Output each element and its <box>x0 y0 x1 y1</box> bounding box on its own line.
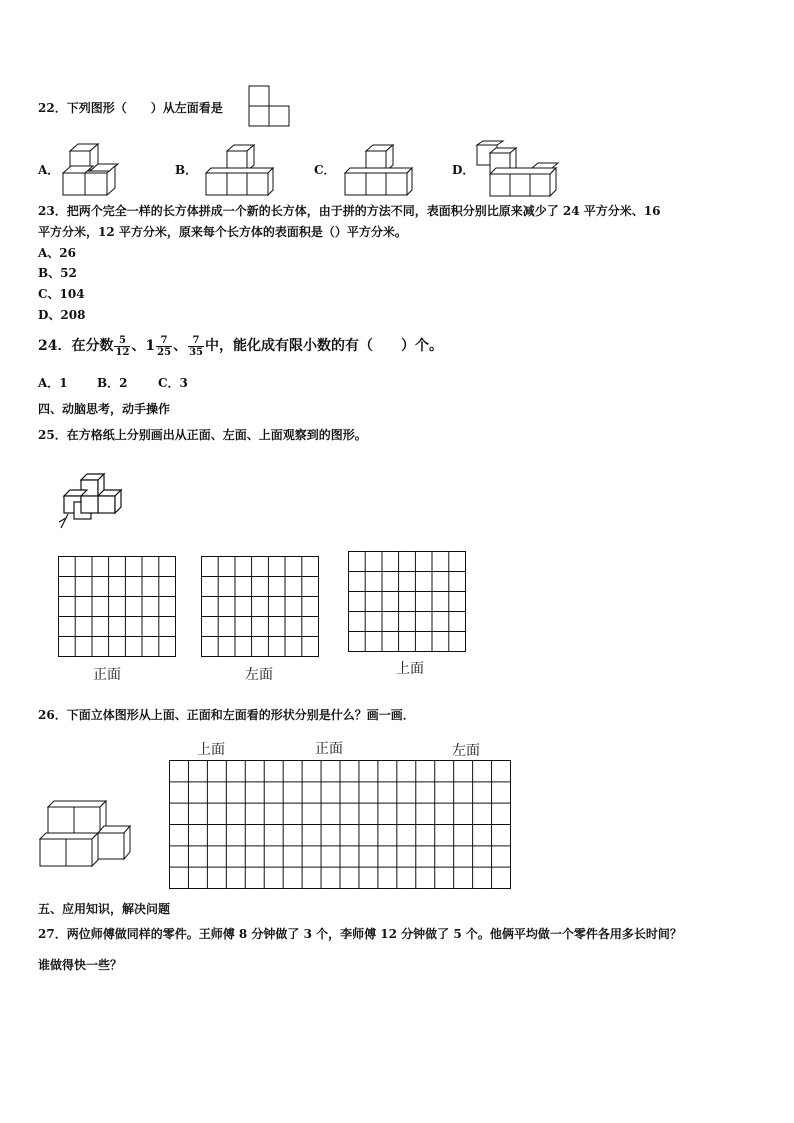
section-4-heading: 四、动脑思考，动手操作 <box>38 402 171 416</box>
q26-label-top: 上面 <box>197 742 225 758</box>
q26-label-front: 正面 <box>315 741 343 757</box>
q23-line2: 平方分米，12 平方分米，原来每个长方体的表面积是（）平方分米。 <box>38 225 407 239</box>
q24-f3-den: 35 <box>189 346 203 358</box>
q22-option-c: C． <box>314 163 336 177</box>
q24-option-a: A．1 <box>38 376 68 390</box>
q25-label-left: 左面 <box>245 667 273 683</box>
q24-f2-den: 25 <box>157 346 172 358</box>
q24-option-b: B．2 <box>97 376 128 390</box>
q25-label-top: 上面 <box>396 661 424 677</box>
q23-option-a: A、26 <box>38 246 77 260</box>
q24-fraction-1 <box>114 335 130 358</box>
q25-label-front: 正面 <box>93 667 121 683</box>
q22-option-d-figure <box>476 141 568 199</box>
q26-prompt: 26．下面立体图形从上面、正面和左面看的形状分别是什么？画一画． <box>38 708 415 722</box>
q24-fraction-2 <box>156 335 172 358</box>
q25-grid-front <box>58 556 178 658</box>
q27-line2: 谁做得快一些？ <box>38 958 123 972</box>
q24-sep2: 、 <box>173 338 188 354</box>
q22-option-d: D． <box>452 163 475 177</box>
q24-suffix: 中，能化成有限小数的有（ ）个。 <box>205 338 443 354</box>
q22-prompt: 22．下列图形（ ）从左面看是 <box>38 101 223 115</box>
q25-grid-left <box>201 556 321 658</box>
q24-f1-num: 5 <box>114 335 130 347</box>
q24-f3-num: 7 <box>188 335 204 347</box>
q22-option-c-figure <box>344 143 414 197</box>
q25-grid-top <box>348 551 468 653</box>
q25-cube-figure <box>56 470 136 532</box>
q27-line1: 27．两位师傅做同样的零件。王师傅 8 分钟做了 3 个，李师傅 12 分钟做了 5 个。他俩平均做一个零件各用多长时间？ <box>38 927 682 941</box>
q22-option-a-figure <box>62 143 122 197</box>
q22-left-view-figure <box>248 85 292 129</box>
q25-prompt: 25．在方格纸上分别画出从正面、左面、上面观察到的图形。 <box>38 428 367 442</box>
q23-option-c: C、104 <box>38 287 85 301</box>
q22-option-b: B． <box>175 163 198 177</box>
q24-prefix: 24．在分数 <box>38 338 114 354</box>
q24-sep1: 、1 <box>131 338 156 354</box>
q24-f1-den: 12 <box>115 346 130 358</box>
q24-fraction-3 <box>188 335 204 358</box>
q26-cube-figure <box>38 800 134 870</box>
q24-option-c: C．3 <box>158 376 188 390</box>
q23-option-d: D、208 <box>38 308 86 322</box>
q23-line1: 23．把两个完全一样的长方体拼成一个新的长方体，由于拼的方法不同，表面积分别比原来减少了 24 平方分米、16 <box>38 204 661 218</box>
q26-grid <box>169 760 513 890</box>
q24-f2-num: 7 <box>156 335 172 347</box>
q23-option-b: B、52 <box>38 266 77 280</box>
q24-prompt <box>38 332 443 360</box>
q26-label-left: 左面 <box>452 743 480 759</box>
q22-option-a: A． <box>38 163 60 177</box>
q22-option-b-figure <box>205 143 275 197</box>
section-5-heading: 五、应用知识，解决问题 <box>38 902 171 916</box>
